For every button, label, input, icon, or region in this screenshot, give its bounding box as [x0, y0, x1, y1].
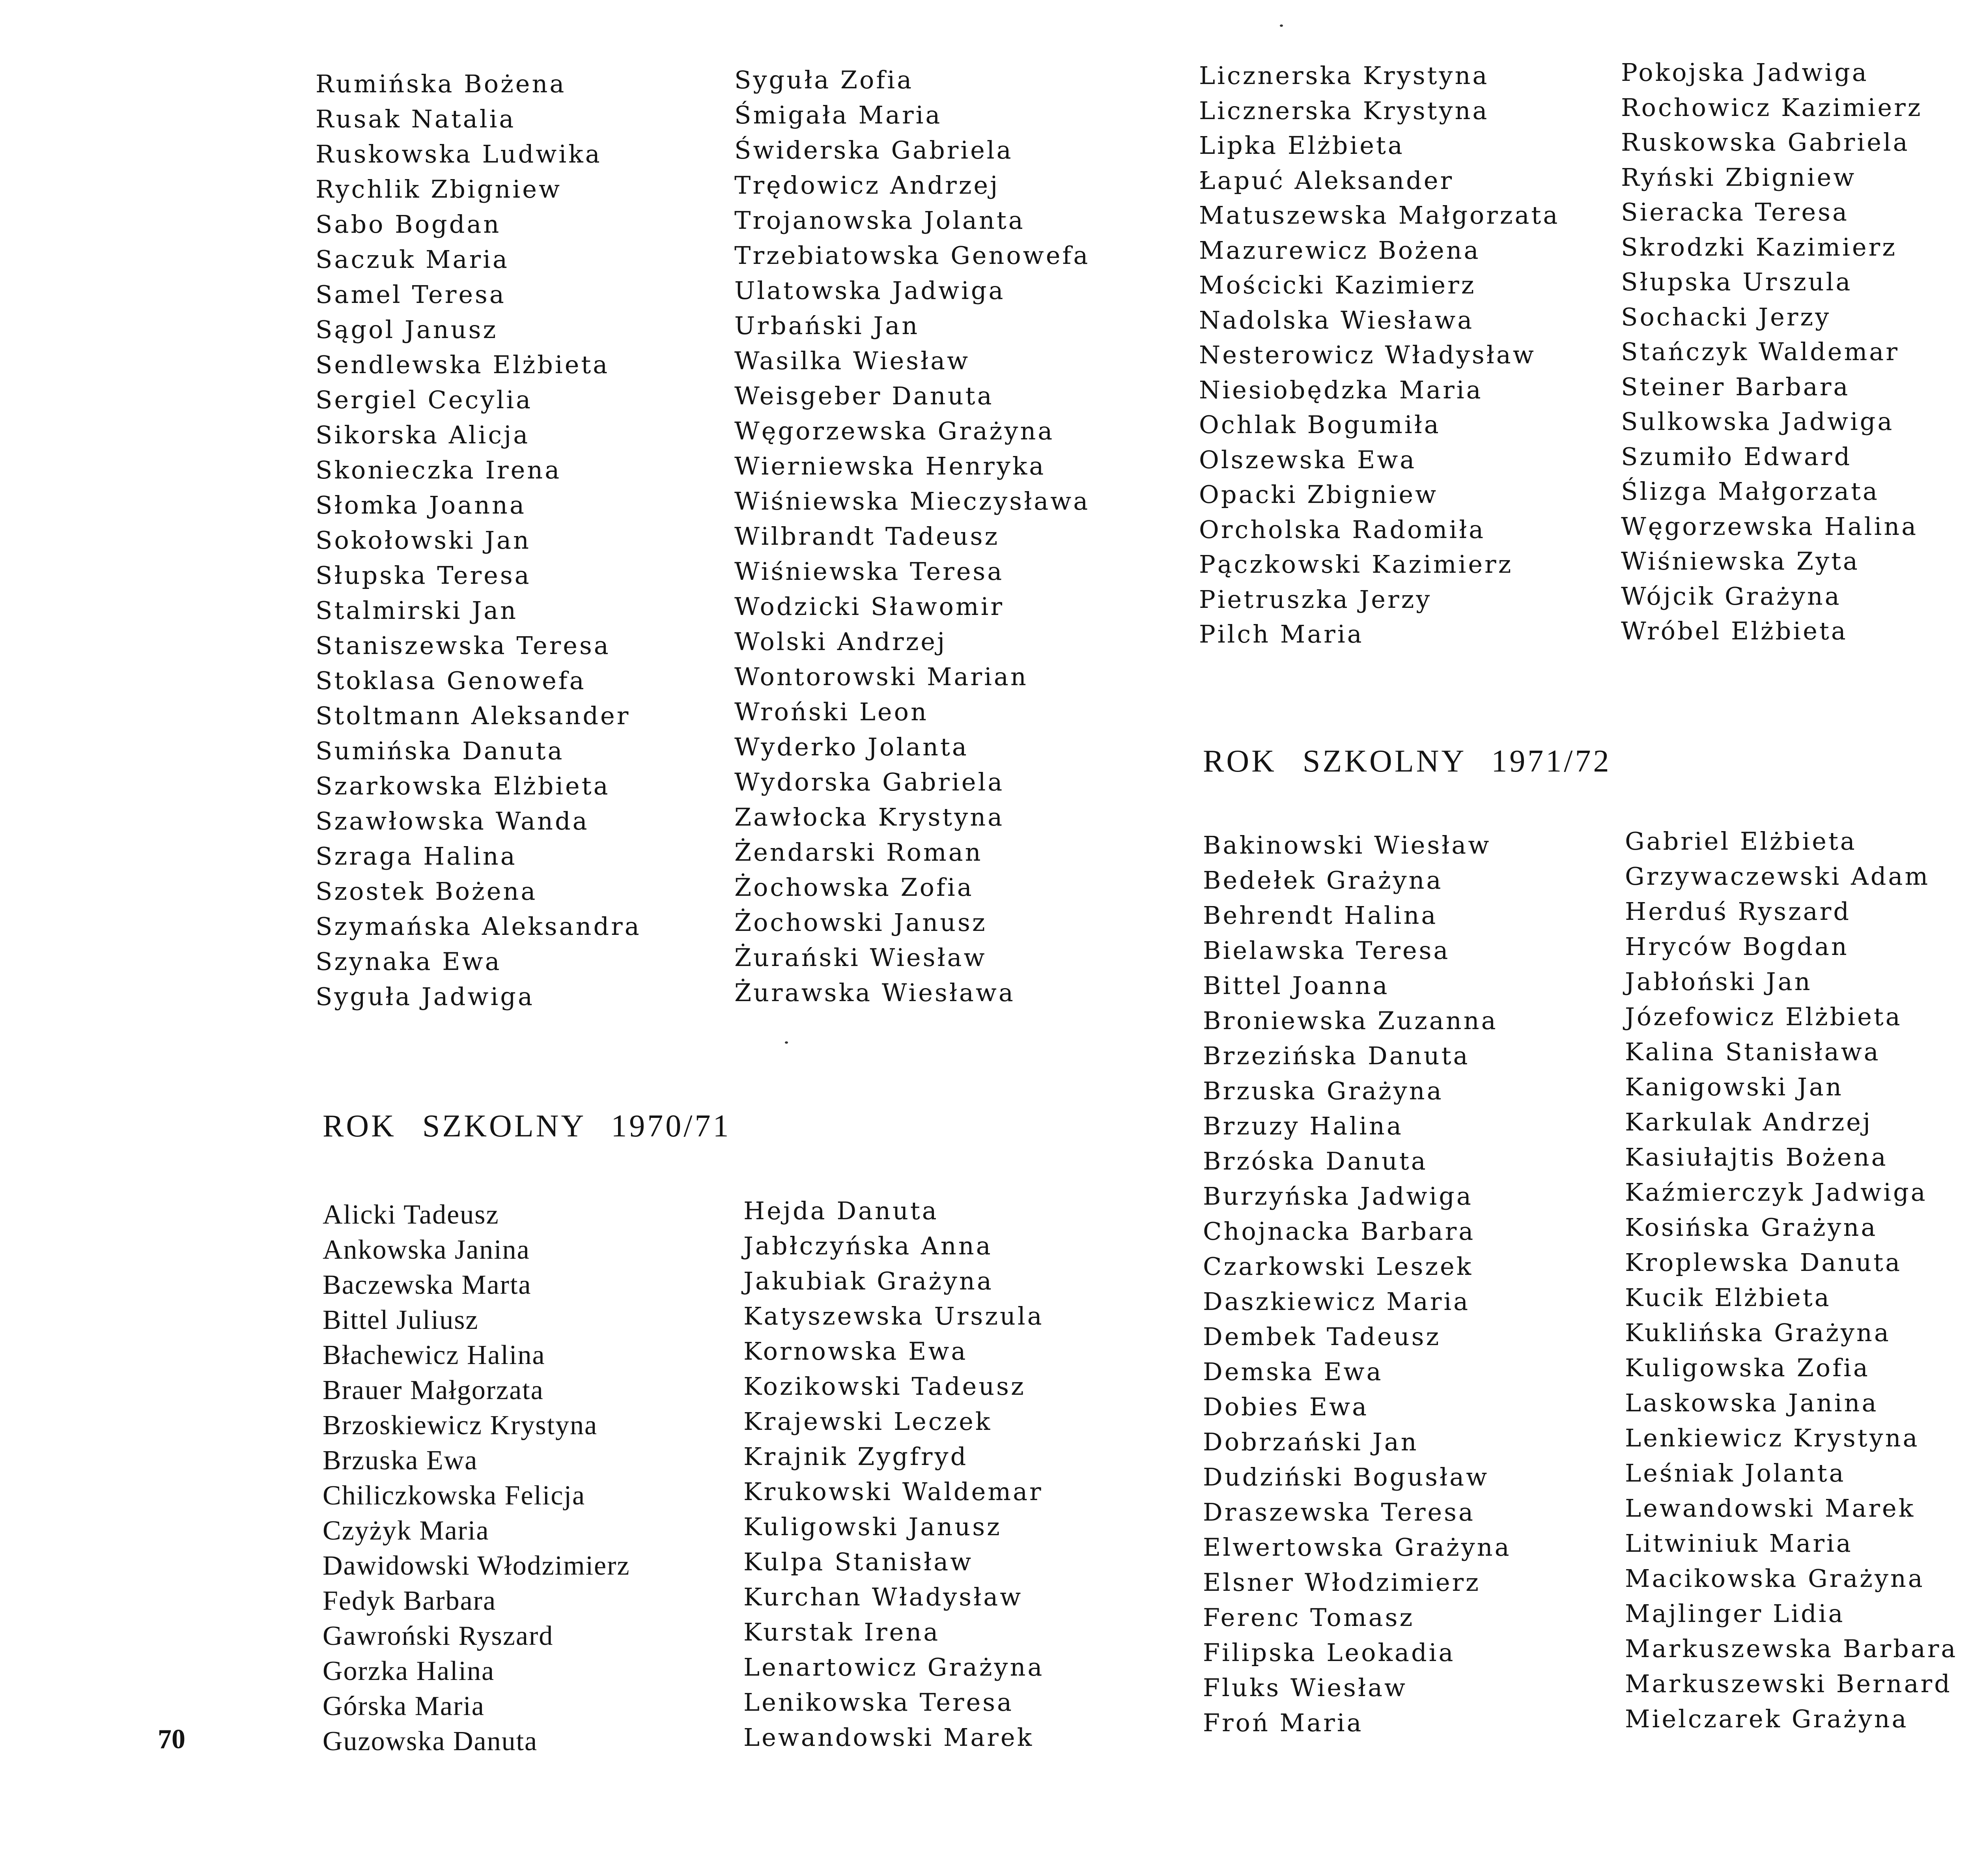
list-item: Kornowska Ewa — [743, 1337, 968, 1366]
name-list-1971-col1 — [1203, 828, 1511, 1740]
list-item: Stalmirski Jan — [316, 596, 518, 625]
list-item: Szumiło Edward — [1621, 442, 1852, 471]
list-item: Baczewska Marta — [323, 1270, 532, 1300]
list-item: Lenartowicz Grażyna — [743, 1653, 1044, 1682]
list-item: Szynaka Ewa — [316, 947, 502, 976]
list-item: Wilbrandt Tadeusz — [734, 522, 1000, 551]
list-item: Ferenc Tomasz — [1203, 1603, 1415, 1632]
list-item: Orcholska Radomiła — [1199, 515, 1486, 544]
list-item: Wontorowski Marian — [734, 662, 1028, 691]
list-item: Lenikowska Teresa — [743, 1688, 1014, 1717]
list-item: Krajewski Leczek — [743, 1407, 992, 1436]
list-item: Żochowska Zofia — [734, 873, 974, 902]
list-item: Kasiułajtis Bożena — [1625, 1143, 1888, 1172]
list-item: Szraga Halina — [316, 842, 517, 871]
list-item: Brzoskiewicz Krystyna — [323, 1410, 598, 1441]
list-item: Bielawska Teresa — [1203, 936, 1450, 965]
list-item: Ruskowska Ludwika — [316, 140, 602, 168]
list-item: Niesiobędzka Maria — [1199, 375, 1483, 404]
list-item: Jakubiak Grażyna — [743, 1267, 993, 1295]
list-item: Słupska Teresa — [316, 561, 531, 590]
list-item: Karkulak Andrzej — [1625, 1108, 1873, 1136]
list-item: Wyderko Jolanta — [734, 732, 969, 761]
list-item: Kroplewska Danuta — [1625, 1248, 1902, 1277]
list-item: Elwertowska Grażyna — [1203, 1533, 1511, 1562]
list-item: Pietruszka Jerzy — [1199, 585, 1432, 614]
list-item: Sendlewska Elżbieta — [316, 350, 610, 379]
list-item: Brzuska Grażyna — [1203, 1076, 1444, 1105]
list-item: Ruskowska Gabriela — [1621, 128, 1910, 157]
list-item: Ślizga Małgorzata — [1621, 477, 1879, 506]
list-item: Kuligowski Janusz — [743, 1512, 1002, 1541]
list-item: Leśniak Jolanta — [1625, 1459, 1846, 1487]
list-item: Katyszewska Urszula — [743, 1302, 1044, 1330]
list-item: Dembek Tadeusz — [1203, 1322, 1441, 1351]
list-item: Broniewska Zuzanna — [1203, 1006, 1498, 1035]
list-item: Brzuzy Halina — [1203, 1112, 1403, 1140]
list-item: Kurchan Władysław — [743, 1583, 1023, 1611]
list-item: Błachewicz Halina — [323, 1340, 545, 1370]
list-item: Syguła Zofia — [734, 65, 914, 94]
print-speck — [785, 1041, 788, 1044]
list-item: Sumińska Danuta — [316, 736, 564, 765]
list-item: Lewandowski Marek — [1625, 1494, 1916, 1523]
list-item: Licznerska Krystyna — [1199, 61, 1489, 90]
list-item: Draszewska Teresa — [1203, 1498, 1475, 1527]
list-item: Sągol Janusz — [316, 315, 498, 344]
list-item: Licznerska Krystyna — [1199, 96, 1489, 125]
list-item: Lipka Elżbieta — [1199, 131, 1404, 160]
list-item: Bakinowski Wiesław — [1203, 831, 1491, 860]
name-list-1970-col1 — [323, 1197, 630, 1759]
list-item: Guzowska Danuta — [323, 1726, 538, 1756]
list-item: Rusak Natalia — [316, 105, 516, 133]
list-item: Łapuć Aleksander — [1199, 166, 1454, 195]
name-list-continued-col1 — [316, 66, 641, 1014]
list-item: Dobrzański Jan — [1203, 1428, 1419, 1456]
list-item: Wiśniewska Mieczysława — [734, 487, 1090, 516]
list-item: Świderska Gabriela — [734, 136, 1013, 164]
list-item: Macikowska Grażyna — [1625, 1564, 1925, 1593]
list-item: Weisgeber Danuta — [734, 381, 994, 410]
list-item: Chojnacka Barbara — [1203, 1217, 1475, 1246]
list-item: Rumińska Bożena — [316, 69, 566, 98]
list-item: Węgorzewska Grażyna — [734, 417, 1055, 445]
list-item: Zawłocka Krystyna — [734, 803, 1005, 831]
list-item: Pączkowski Kazimierz — [1199, 550, 1513, 579]
list-item: Kozikowski Tadeusz — [743, 1372, 1026, 1401]
list-item: Stańczyk Waldemar — [1621, 337, 1899, 366]
print-speck — [1280, 24, 1283, 27]
list-item: Staniszewska Teresa — [316, 631, 611, 660]
list-item: Krajnik Zygfryd — [743, 1442, 968, 1471]
list-item: Wierniewska Henryka — [734, 452, 1046, 480]
list-item: Demska Ewa — [1203, 1357, 1383, 1386]
list-item: Pokojska Jadwiga — [1621, 58, 1869, 87]
list-item: Żendarski Roman — [734, 838, 983, 867]
list-item: Kuklińska Grażyna — [1625, 1318, 1891, 1347]
list-item: Słupska Urszula — [1621, 267, 1852, 296]
list-item: Wodzicki Sławomir — [734, 592, 1005, 621]
list-item: Kosińska Grażyna — [1625, 1213, 1878, 1242]
list-item: Brauer Małgorzata — [323, 1375, 544, 1405]
list-item: Gabriel Elżbieta — [1625, 827, 1857, 856]
list-item: Fluks Wiesław — [1203, 1673, 1407, 1702]
list-item: Dudziński Bogusław — [1203, 1463, 1489, 1491]
list-item: Fedyk Barbara — [323, 1586, 497, 1616]
list-item: Rochowicz Kazimierz — [1621, 93, 1923, 122]
list-item: Sikorska Alicja — [316, 420, 530, 449]
list-item: Sieracka Teresa — [1621, 198, 1849, 226]
name-list-1970-col2 — [743, 1193, 1044, 1755]
list-item: Szymańska Aleksandra — [316, 912, 641, 941]
list-item: Brzuska Ewa — [323, 1445, 478, 1476]
list-item: Kuligowska Zofia — [1625, 1353, 1870, 1382]
list-item: Kalina Stanisława — [1625, 1037, 1880, 1066]
list-item: Stoltmann Aleksander — [316, 701, 631, 730]
list-item: Ochlak Bogumiła — [1199, 410, 1441, 439]
list-item: Kulpa Stanisław — [743, 1547, 973, 1576]
list-item: Mielczarek Grażyna — [1625, 1704, 1909, 1733]
list-item: Rychlik Zbigniew — [316, 175, 562, 204]
list-item: Krukowski Waldemar — [743, 1477, 1043, 1506]
list-item: Urbański Jan — [734, 311, 920, 340]
list-item: Steiner Barbara — [1621, 372, 1850, 401]
list-item: Daszkiewicz Maria — [1203, 1287, 1470, 1316]
list-item: Majlinger Lidia — [1625, 1599, 1845, 1628]
list-item: Bedełek Grażyna — [1203, 866, 1443, 895]
list-item: Ankowska Janina — [323, 1235, 530, 1265]
list-item: Wiśniewska Teresa — [734, 557, 1004, 586]
list-item: Szostek Bożena — [316, 877, 538, 906]
list-item: Elsner Włodzimierz — [1203, 1568, 1481, 1597]
list-item: Saczuk Maria — [316, 245, 509, 274]
list-item: Jabłoński Jan — [1625, 967, 1812, 996]
list-item: Brzóska Danuta — [1203, 1147, 1428, 1175]
list-item: Szarkowska Elżbieta — [316, 772, 610, 800]
list-item: Słomka Joanna — [316, 491, 526, 519]
name-list-continued-col2 — [734, 62, 1090, 1010]
list-item: Jabłczyńska Anna — [743, 1231, 993, 1260]
list-item: Burzyńska Jadwiga — [1203, 1182, 1473, 1211]
list-item: Wolski Andrzej — [734, 627, 947, 656]
list-item: Laskowska Janina — [1625, 1388, 1879, 1417]
list-item: Trędowicz Andrzej — [734, 171, 1000, 200]
list-item: Górska Maria — [323, 1691, 485, 1721]
list-item: Behrendt Halina — [1203, 901, 1438, 930]
list-item: Skonieczka Irena — [316, 456, 562, 484]
list-item: Wroński Leon — [734, 697, 928, 726]
list-item: Kaźmierczyk Jadwiga — [1625, 1178, 1927, 1207]
list-item: Węgorzewska Halina — [1621, 512, 1918, 541]
list-item: Ulatowska Jadwiga — [734, 276, 1005, 305]
list-item: Hejda Danuta — [743, 1196, 939, 1225]
list-item: Gorzka Halina — [323, 1656, 495, 1686]
list-item: Trojanowska Jolanta — [734, 206, 1025, 235]
list-item: Kurstak Irena — [743, 1618, 940, 1646]
list-item: Grzywaczewski Adam — [1625, 862, 1930, 891]
list-item: Lenkiewicz Krystyna — [1625, 1424, 1920, 1452]
list-item: Litwiniuk Maria — [1625, 1529, 1853, 1558]
page-number: 70 — [158, 1724, 185, 1755]
name-list-continued-col3 — [1199, 58, 1559, 652]
list-item: Żurawska Wiesława — [734, 978, 1015, 1007]
list-item: Filipska Leokadia — [1203, 1638, 1455, 1667]
list-item: Kanigowski Jan — [1625, 1073, 1843, 1101]
list-item: Dobies Ewa — [1203, 1392, 1369, 1421]
list-item: Syguła Jadwiga — [316, 982, 534, 1011]
list-item: Brzezińska Danuta — [1203, 1041, 1470, 1070]
name-list-continued-col4 — [1621, 55, 1922, 649]
list-item: Hryców Bogdan — [1625, 932, 1849, 961]
list-item: Józefowicz Elżbieta — [1625, 1002, 1902, 1031]
list-item: Sokołowski Jan — [316, 526, 531, 555]
list-item: Alicki Tadeusz — [323, 1200, 499, 1230]
list-item: Wójcik Grażyna — [1621, 581, 1841, 611]
list-item: Sulkowska Jadwiga — [1621, 407, 1894, 436]
list-item: Ryński Zbigniew — [1621, 163, 1856, 192]
list-item: Bittel Juliusz — [323, 1305, 479, 1335]
list-item: Stoklasa Genowefa — [316, 666, 586, 695]
list-item: Żochowski Janusz — [734, 908, 987, 937]
list-item: Matuszewska Małgorzata — [1199, 201, 1560, 230]
list-item: Pilch Maria — [1199, 620, 1364, 648]
list-item: Lewandowski Marek — [743, 1723, 1034, 1752]
list-item: Chiliczkowska Felicja — [323, 1480, 586, 1511]
list-item: Wydorska Gabriela — [734, 768, 1005, 796]
list-item: Dawidowski Włodzimierz — [323, 1551, 630, 1581]
list-item: Czyżyk Maria — [323, 1515, 489, 1546]
list-item: Sabo Bogdan — [316, 210, 501, 239]
list-item: Markuszewski Bernard — [1625, 1669, 1952, 1698]
list-item: Nadolska Wiesława — [1199, 305, 1474, 334]
list-item: Sergiel Cecylia — [316, 385, 533, 414]
list-item: Śmigała Maria — [734, 101, 942, 129]
section-heading-1971-72: ROK SZKOLNY 1971/72 — [1203, 744, 1612, 779]
list-item: Szawłowska Wanda — [316, 807, 589, 835]
list-item: Herduś Ryszard — [1625, 897, 1851, 926]
list-item: Wiśniewska Zyta — [1621, 547, 1860, 576]
list-item: Żurański Wiesław — [734, 943, 987, 972]
list-item: Czarkowski Leszek — [1203, 1252, 1473, 1281]
list-item: Samel Teresa — [316, 280, 506, 309]
list-item: Wróbel Elżbieta — [1621, 617, 1848, 645]
name-list-1971-col2 — [1625, 824, 1957, 1736]
list-item: Olszewska Ewa — [1199, 445, 1417, 474]
list-item: Markuszewska Barbara — [1625, 1634, 1958, 1663]
list-item: Nesterowicz Władysław — [1199, 340, 1536, 369]
list-item: Sochacki Jerzy — [1621, 302, 1831, 331]
list-item: Trzebiatowska Genowefa — [734, 241, 1090, 270]
list-item: Froń Maria — [1203, 1708, 1363, 1737]
list-item: Mościcki Kazimierz — [1199, 271, 1476, 299]
list-item: Opacki Zbigniew — [1199, 480, 1438, 509]
section-heading-1970-71: ROK SZKOLNY 1970/71 — [323, 1109, 731, 1144]
list-item: Bittel Joanna — [1203, 971, 1389, 1000]
list-item: Kucik Elżbieta — [1625, 1283, 1831, 1312]
list-item: Mazurewicz Bożena — [1199, 235, 1481, 265]
list-item: Wasilka Wiesław — [734, 346, 970, 375]
list-item: Skrodzki Kazimierz — [1621, 232, 1897, 262]
list-item: Gawroński Ryszard — [323, 1621, 554, 1651]
